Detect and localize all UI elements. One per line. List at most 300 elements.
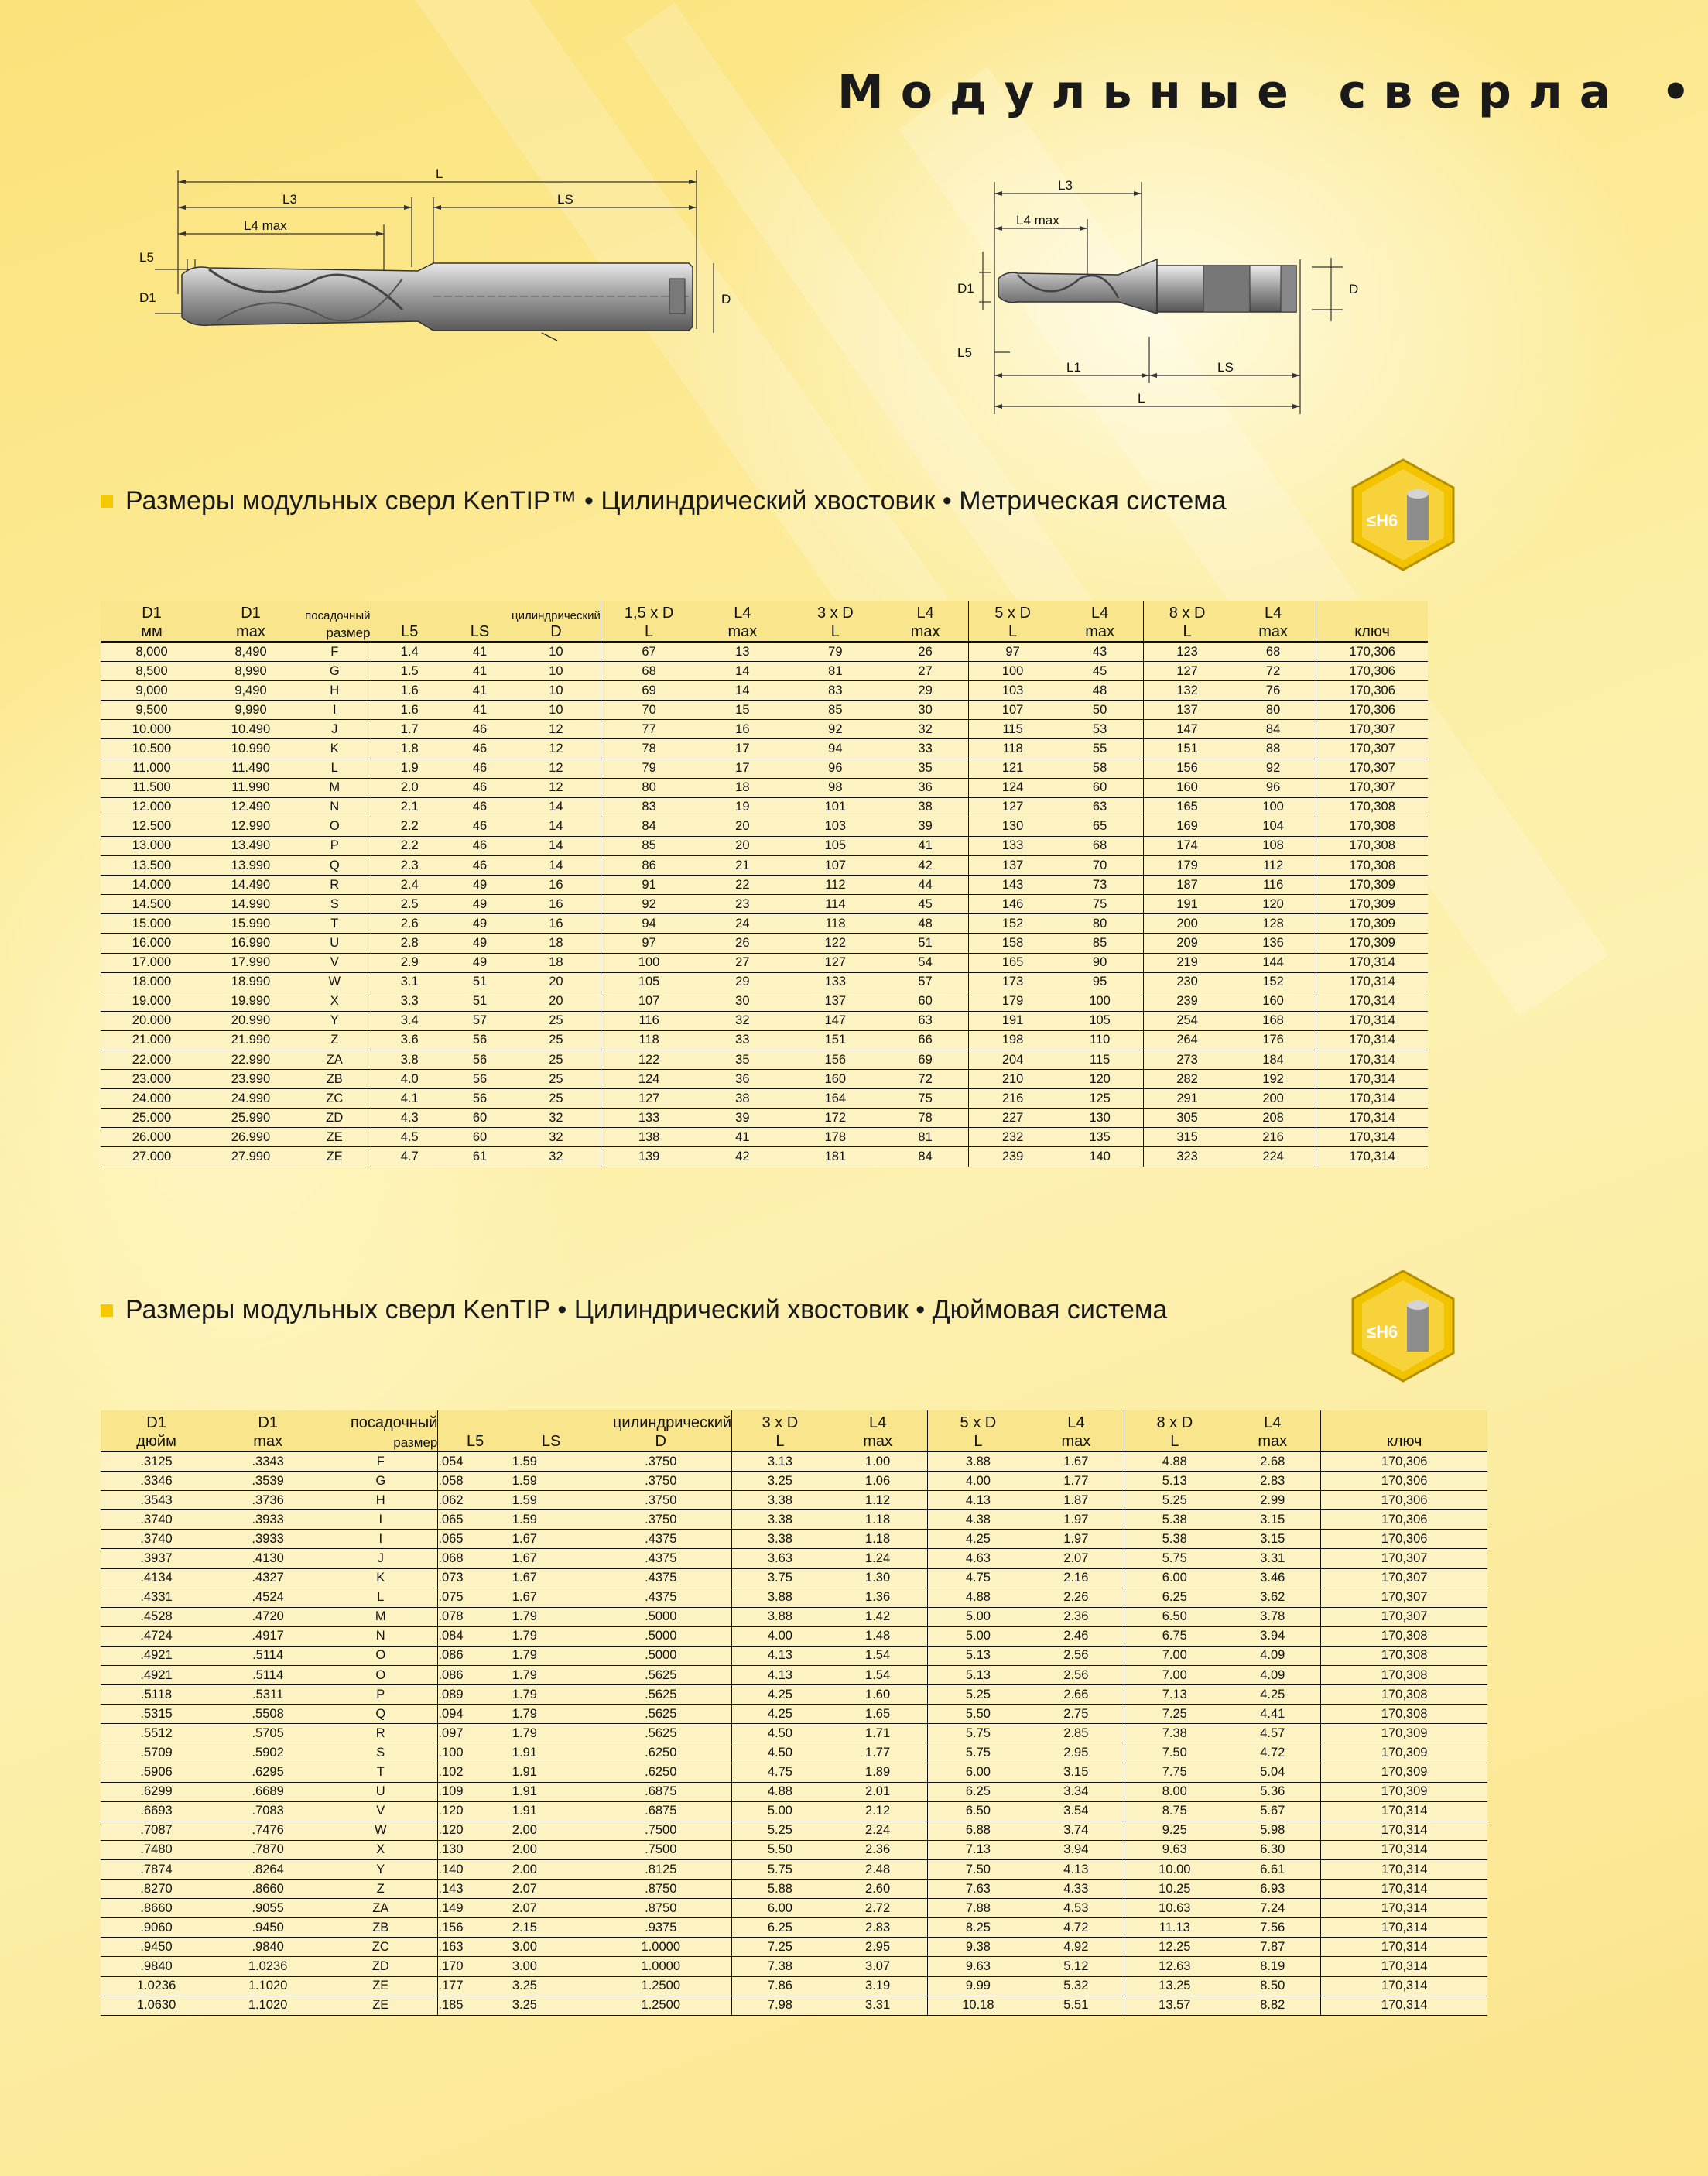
table-cell: 1.48	[828, 1626, 928, 1646]
table-cell: 2.26	[1028, 1588, 1124, 1607]
table-cell: 24.000	[101, 1089, 203, 1109]
table-cell: 5.25	[1124, 1491, 1224, 1510]
table-cell: 30	[697, 992, 788, 1011]
table-cell: .163	[438, 1938, 512, 1957]
table-cell: .4375	[590, 1588, 731, 1607]
table-cell: .7476	[212, 1821, 323, 1840]
table-cell: 1.79	[512, 1705, 590, 1724]
column-header-top: D1	[101, 601, 203, 622]
table-cell: 78	[601, 739, 697, 759]
table-cell: Z	[323, 1880, 438, 1899]
table-cell: 13.990	[203, 856, 299, 876]
table-cell: .5512	[101, 1724, 212, 1743]
table-cell: 46	[448, 817, 512, 836]
table-cell: .3937	[101, 1549, 212, 1568]
table-cell: .9060	[101, 1918, 212, 1938]
table-cell: 1.2500	[590, 1996, 731, 2015]
column-header-top: D1	[203, 601, 299, 622]
table-cell: 5.13	[928, 1666, 1028, 1685]
table-cell: 108	[1231, 836, 1316, 855]
table-row	[101, 1491, 1487, 1510]
table-cell: .4331	[101, 1588, 212, 1607]
table-cell: 43	[1056, 642, 1143, 662]
table-cell: 2.07	[1028, 1549, 1124, 1568]
table-cell: 1.97	[1028, 1530, 1124, 1549]
table-cell: 2.2	[371, 817, 448, 836]
table-cell: 170,308	[1321, 1666, 1487, 1685]
table-cell: 1.0000	[590, 1957, 731, 1976]
table-cell: 4.63	[928, 1549, 1028, 1568]
table-cell: 14.990	[203, 895, 299, 914]
table-cell: 2.2	[371, 836, 448, 855]
table-cell: 3.4	[371, 1011, 448, 1030]
table-row	[101, 914, 1428, 934]
table-cell: 170,307	[1321, 1549, 1487, 1568]
table-cell: 128	[1231, 914, 1316, 934]
table-cell: 137	[1143, 701, 1231, 720]
table-cell: ZE	[323, 1996, 438, 2015]
table-cell: 4.25	[1224, 1685, 1321, 1705]
table-cell: 1.06	[828, 1472, 928, 1491]
table-cell: .130	[438, 1840, 512, 1859]
table-cell: 114	[788, 895, 882, 914]
table-cell: .075	[438, 1588, 512, 1607]
table-cell: X	[323, 1840, 438, 1859]
table-cell: .5625	[590, 1685, 731, 1705]
table-cell: ZC	[323, 1938, 438, 1957]
table-cell: 20.000	[101, 1011, 203, 1030]
table-cell: 25	[512, 1070, 601, 1089]
table-cell: 172	[788, 1109, 882, 1128]
table-row	[101, 662, 1428, 681]
table-cell: 239	[968, 1147, 1056, 1167]
table-cell: 170,314	[1321, 1801, 1487, 1821]
table-cell: 170,314	[1321, 1996, 1487, 2015]
table-cell: 3.3	[371, 992, 448, 1011]
table-cell: 4.25	[732, 1685, 828, 1705]
dim-label-l5: L5	[139, 250, 154, 265]
table-cell: ZE	[299, 1128, 371, 1147]
table-cell: 3.88	[732, 1607, 828, 1626]
table-cell: .3346	[101, 1472, 212, 1491]
table-cell: 18.000	[101, 972, 203, 992]
table-cell: 7.50	[1124, 1743, 1224, 1763]
table-cell: 110	[1056, 1030, 1143, 1050]
table-cell: 2.1	[371, 797, 448, 817]
table-row	[101, 1705, 1487, 1724]
table-cell: 86	[601, 856, 697, 876]
column-header-top: L4	[1224, 1410, 1321, 1432]
table-cell: 75	[882, 1089, 968, 1109]
table-cell: .9450	[212, 1918, 323, 1938]
table-cell: 1.30	[828, 1568, 928, 1588]
table-cell: 156	[788, 1050, 882, 1069]
table-cell: .5000	[590, 1607, 731, 1626]
table-cell: N	[323, 1626, 438, 1646]
table-cell: 25.990	[203, 1109, 299, 1128]
table-cell: .4327	[212, 1568, 323, 1588]
table-cell: .4134	[101, 1568, 212, 1588]
table-row	[101, 1607, 1487, 1626]
table-cell: .084	[438, 1626, 512, 1646]
table-cell: 90	[1056, 953, 1143, 972]
column-header: L	[788, 622, 882, 642]
table-cell: 5.25	[928, 1685, 1028, 1705]
h6-tolerance-badge-icon	[1345, 1268, 1461, 1384]
table-cell: 46	[448, 856, 512, 876]
table-cell: 27.000	[101, 1147, 203, 1167]
table-cell: 184	[1231, 1050, 1316, 1069]
table-row	[101, 1147, 1428, 1167]
table-cell: 13.500	[101, 856, 203, 876]
table-cell: .4375	[590, 1549, 731, 1568]
column-header: L	[928, 1432, 1028, 1451]
section-bullet-icon	[101, 1304, 113, 1317]
table-cell: .3543	[101, 1491, 212, 1510]
column-header-top: L4	[882, 601, 968, 622]
table-cell: 137	[968, 856, 1056, 876]
table-cell: 88	[1231, 739, 1316, 759]
table-cell: H	[323, 1491, 438, 1510]
table-cell: .3736	[212, 1491, 323, 1510]
table-row	[101, 836, 1428, 855]
table-cell: 232	[968, 1128, 1056, 1147]
table-cell: 3.15	[1224, 1510, 1321, 1530]
table-cell: 4.38	[928, 1510, 1028, 1530]
dim-label-l5: L5	[957, 345, 972, 360]
column-header-top: 1,5 x D	[601, 601, 697, 622]
table-cell: 1.79	[512, 1685, 590, 1705]
column-header-top	[438, 1410, 512, 1432]
table-cell: 3.34	[1028, 1782, 1124, 1801]
table-cell: 7.25	[1124, 1705, 1224, 1724]
table-cell: 85	[601, 836, 697, 855]
table-cell: 79	[601, 759, 697, 778]
table-cell: 116	[601, 1011, 697, 1030]
table-cell: 1.79	[512, 1626, 590, 1646]
table-cell: .3750	[590, 1451, 731, 1472]
table-cell: 2.72	[828, 1899, 928, 1918]
table-cell: 3.38	[732, 1510, 828, 1530]
table-cell: .5000	[590, 1626, 731, 1646]
table-cell: 7.13	[1124, 1685, 1224, 1705]
table-cell: 16	[512, 895, 601, 914]
table-cell: 13.000	[101, 836, 203, 855]
table-row	[101, 1109, 1428, 1128]
table-cell: .8750	[590, 1899, 731, 1918]
table-cell: 170,306	[1321, 1472, 1487, 1491]
table-cell: 170,308	[1316, 856, 1428, 876]
table-cell: 14	[512, 797, 601, 817]
table-cell: 10.18	[928, 1996, 1028, 2015]
table-cell: 6.00	[928, 1763, 1028, 1782]
table-cell: 81	[882, 1128, 968, 1147]
table-cell: 147	[1143, 720, 1231, 739]
table-cell: 170,314	[1316, 1128, 1428, 1147]
inch-table	[101, 1410, 1487, 2016]
table-cell: 10.500	[101, 739, 203, 759]
table-cell: 204	[968, 1050, 1056, 1069]
column-header-top: 5 x D	[928, 1410, 1028, 1432]
table-cell: 4.25	[732, 1705, 828, 1724]
table-row	[101, 1880, 1487, 1899]
table-cell: 198	[968, 1030, 1056, 1050]
column-header: max	[882, 622, 968, 642]
table-cell: 4.1	[371, 1089, 448, 1109]
table-cell: 7.00	[1124, 1646, 1224, 1665]
table-cell: .8660	[101, 1899, 212, 1918]
table-cell: 14	[697, 662, 788, 681]
column-header: L5	[438, 1432, 512, 1451]
table-cell: P	[323, 1685, 438, 1705]
table-cell: .8660	[212, 1880, 323, 1899]
table-cell: 2.4	[371, 876, 448, 895]
table-cell: 5.75	[732, 1859, 828, 1879]
column-header-top: 3 x D	[788, 601, 882, 622]
table-cell: 170,314	[1321, 1880, 1487, 1899]
table-cell: 84	[601, 817, 697, 836]
table-cell: 170,306	[1316, 662, 1428, 681]
table-cell: 2.00	[512, 1859, 590, 1879]
table-cell: 60	[448, 1109, 512, 1128]
h6-badge-label: ≤H6	[1367, 511, 1398, 530]
table-cell: 170,309	[1321, 1743, 1487, 1763]
dim-label-d1: D1	[139, 290, 156, 305]
table-row	[101, 934, 1428, 953]
table-cell: .4375	[590, 1568, 731, 1588]
column-header: max	[203, 622, 299, 642]
table-cell: 7.86	[732, 1976, 828, 1996]
table-cell: 21	[697, 856, 788, 876]
table-cell: 7.88	[928, 1899, 1028, 1918]
table-cell: 49	[448, 914, 512, 934]
table-cell: 209	[1143, 934, 1231, 953]
table-cell: 42	[882, 856, 968, 876]
table-cell: .3539	[212, 1472, 323, 1491]
table-cell: 170,307	[1316, 739, 1428, 759]
table-cell: 3.38	[732, 1491, 828, 1510]
table-cell: 2.6	[371, 914, 448, 934]
table-cell: 132	[1143, 681, 1231, 701]
table-cell: 91	[601, 876, 697, 895]
table-cell: O	[323, 1666, 438, 1685]
table-cell: 3.8	[371, 1050, 448, 1069]
table-cell: 4.88	[928, 1588, 1028, 1607]
table-cell: 2.36	[828, 1840, 928, 1859]
table-cell: 97	[968, 642, 1056, 662]
table-cell: W	[299, 972, 371, 992]
table-cell: .6295	[212, 1763, 323, 1782]
table-row	[101, 1801, 1487, 1821]
inch-section-title	[101, 1295, 1167, 1325]
table-cell: 121	[968, 759, 1056, 778]
table-cell: 56	[448, 1089, 512, 1109]
table-cell: 1.1020	[212, 1996, 323, 2015]
table-cell: 46	[448, 720, 512, 739]
table-cell: 63	[1056, 797, 1143, 817]
table-cell: 1.59	[512, 1472, 590, 1491]
table-cell: 10	[512, 662, 601, 681]
table-cell: 4.5	[371, 1128, 448, 1147]
table-cell: 144	[1231, 953, 1316, 972]
table-cell: 170,314	[1316, 1011, 1428, 1030]
table-cell: 4.09	[1224, 1646, 1321, 1665]
table-cell: ZB	[299, 1070, 371, 1089]
table-cell: 4.13	[1028, 1859, 1124, 1879]
table-cell: 22	[697, 876, 788, 895]
table-cell: .5625	[590, 1705, 731, 1724]
table-cell: 130	[1056, 1109, 1143, 1128]
table-cell: .140	[438, 1859, 512, 1879]
table-cell: 80	[1056, 914, 1143, 934]
drill-drawing-right	[925, 166, 1374, 422]
table-cell: 112	[1231, 856, 1316, 876]
table-cell: .3125	[101, 1451, 212, 1472]
table-cell: 4.88	[1124, 1451, 1224, 1472]
table-cell: 42	[697, 1147, 788, 1167]
table-cell: 107	[968, 701, 1056, 720]
table-cell: 7.56	[1224, 1918, 1321, 1938]
table-cell: J	[323, 1549, 438, 1568]
table-cell: 1.18	[828, 1530, 928, 1549]
table-cell: .120	[438, 1821, 512, 1840]
table-cell: 18	[512, 953, 601, 972]
table-cell: 7.00	[1124, 1666, 1224, 1685]
table-row	[101, 1743, 1487, 1763]
table-cell: 32	[512, 1109, 601, 1128]
table-cell: 179	[968, 992, 1056, 1011]
table-row	[101, 759, 1428, 778]
table-cell: 179	[1143, 856, 1231, 876]
table-row	[101, 1821, 1487, 1840]
table-cell: 9.63	[928, 1957, 1028, 1976]
table-cell: 7.98	[732, 1996, 828, 2015]
table-cell: 1.87	[1028, 1491, 1124, 1510]
table-row	[101, 1685, 1487, 1705]
table-cell: 10	[512, 642, 601, 662]
table-cell: ZD	[299, 1109, 371, 1128]
table-row	[101, 817, 1428, 836]
table-cell: 16.990	[203, 934, 299, 953]
table-cell: .6693	[101, 1801, 212, 1821]
table-cell: 9.25	[1124, 1821, 1224, 1840]
table-cell: 170,314	[1316, 1050, 1428, 1069]
table-cell: 15	[697, 701, 788, 720]
table-cell: 230	[1143, 972, 1231, 992]
table-cell: 10.490	[203, 720, 299, 739]
table-cell: 96	[1231, 778, 1316, 797]
table-cell: 77	[601, 720, 697, 739]
table-cell: 8.00	[1124, 1782, 1224, 1801]
table-cell: 25	[512, 1030, 601, 1050]
table-cell: 5.75	[928, 1724, 1028, 1743]
table-cell: 12.63	[1124, 1957, 1224, 1976]
table-cell: 170,308	[1321, 1685, 1487, 1705]
table-cell: 21.990	[203, 1030, 299, 1050]
table-cell: 127	[788, 953, 882, 972]
table-cell: 170,314	[1316, 1070, 1428, 1089]
table-cell: 315	[1143, 1128, 1231, 1147]
table-cell: 73	[1056, 876, 1143, 895]
table-cell: 49	[448, 953, 512, 972]
table-row	[101, 778, 1428, 797]
page-title: Модульные сверла •	[837, 65, 1708, 119]
table-cell: G	[323, 1472, 438, 1491]
table-cell: X	[299, 992, 371, 1011]
table-cell: 20	[697, 836, 788, 855]
table-cell: 12	[512, 778, 601, 797]
table-cell: 1.71	[828, 1724, 928, 1743]
table-cell: 6.88	[928, 1821, 1028, 1840]
table-cell: Y	[299, 1011, 371, 1030]
table-cell: .058	[438, 1472, 512, 1491]
table-cell: 120	[1056, 1070, 1143, 1089]
table-cell: .7874	[101, 1859, 212, 1879]
table-cell: .5902	[212, 1743, 323, 1763]
table-cell: 192	[1231, 1070, 1316, 1089]
table-cell: 5.38	[1124, 1510, 1224, 1530]
table-cell: 7.38	[732, 1957, 828, 1976]
table-cell: .8270	[101, 1880, 212, 1899]
table-cell: 16	[512, 914, 601, 934]
table-cell: 41	[448, 681, 512, 701]
table-cell: .3750	[590, 1491, 731, 1510]
table-cell: 16.000	[101, 934, 203, 953]
table-cell: .086	[438, 1666, 512, 1685]
table-cell: .5000	[590, 1646, 731, 1665]
table-cell: 1.67	[1028, 1451, 1124, 1472]
table-cell: 23	[697, 895, 788, 914]
table-row	[101, 1957, 1487, 1976]
table-cell: .089	[438, 1685, 512, 1705]
table-cell: 72	[882, 1070, 968, 1089]
column-header-top: L4	[1056, 601, 1143, 622]
table-cell: 3.38	[732, 1530, 828, 1549]
table-cell: 14	[697, 681, 788, 701]
table-cell: 3.25	[512, 1996, 590, 2015]
table-cell: 158	[968, 934, 1056, 953]
table-cell: 6.50	[928, 1801, 1028, 1821]
table-cell: .156	[438, 1918, 512, 1938]
table-cell: M	[323, 1607, 438, 1626]
table-cell: 4.25	[928, 1530, 1028, 1549]
table-cell: 3.07	[828, 1957, 928, 1976]
table-cell: 1.67	[512, 1568, 590, 1588]
table-cell: T	[299, 914, 371, 934]
table-cell: 17	[697, 759, 788, 778]
table-cell: 264	[1143, 1030, 1231, 1050]
table-cell: 1.77	[1028, 1472, 1124, 1491]
table-cell: 100	[1056, 992, 1143, 1011]
table-cell: P	[299, 836, 371, 855]
table-cell: 26	[882, 642, 968, 662]
table-cell: 1.0630	[101, 1996, 212, 2015]
table-cell: 164	[788, 1089, 882, 1109]
table-cell: 103	[788, 817, 882, 836]
table-cell: 1.91	[512, 1782, 590, 1801]
table-cell: 170,314	[1321, 1918, 1487, 1938]
table-cell: 4.53	[1028, 1899, 1124, 1918]
table-cell: 165	[968, 953, 1056, 972]
table-cell: 170,307	[1321, 1568, 1487, 1588]
table-cell: 1.77	[828, 1743, 928, 1763]
column-header: размер	[299, 622, 371, 642]
table-cell: 254	[1143, 1011, 1231, 1030]
table-cell: 6.30	[1224, 1840, 1321, 1859]
table-cell: 282	[1143, 1070, 1231, 1089]
table-cell: 5.25	[732, 1821, 828, 1840]
column-header: размер	[323, 1432, 438, 1451]
